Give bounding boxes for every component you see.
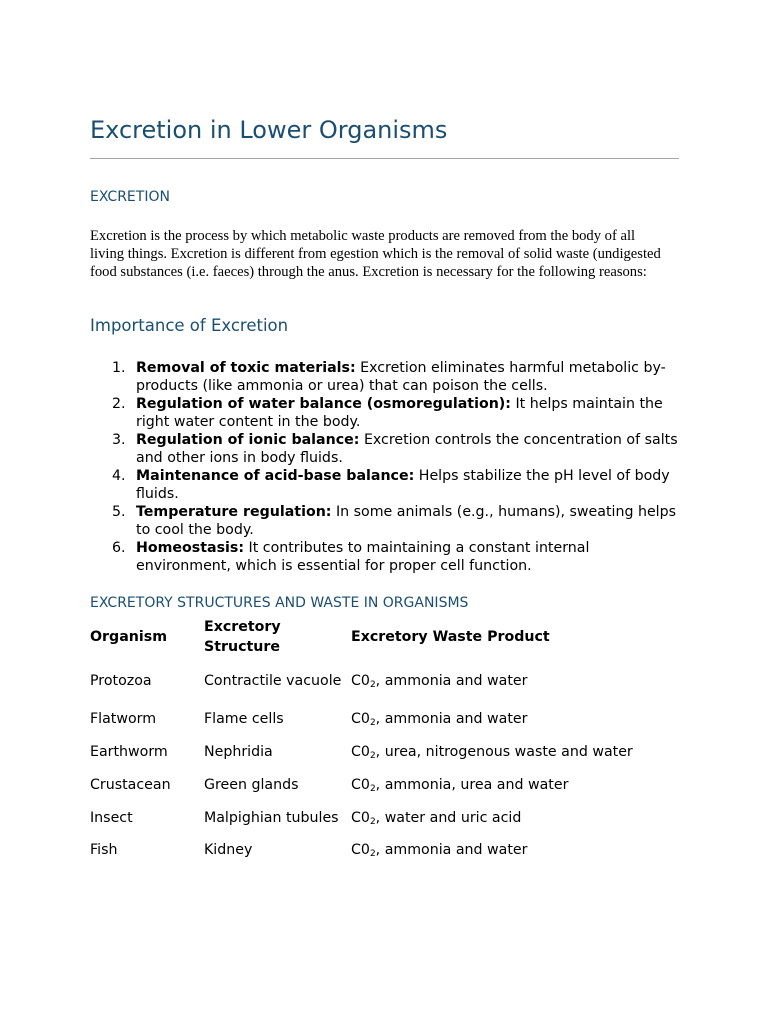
cell-waste xyxy=(351,834,679,865)
co2-label: C0 xyxy=(351,672,370,689)
list-item-term: Removal of toxic materials: xyxy=(136,360,356,376)
co2-subscript: 2 xyxy=(369,750,376,761)
header-structure: Excretory Structure xyxy=(204,619,281,655)
table-row xyxy=(90,834,679,865)
list-item xyxy=(90,467,679,503)
cell-organism: Crustacean xyxy=(90,776,171,793)
cell-organism: Flatworm xyxy=(90,710,157,727)
cell-structure: Malpighian tubules xyxy=(204,809,339,826)
waste-text: , water and uric acid xyxy=(375,809,522,826)
title-divider xyxy=(90,158,679,159)
co2-subscript: 2 xyxy=(369,717,376,728)
list-item-number: 6. xyxy=(112,540,126,556)
cell-structure: Nephridia xyxy=(204,743,273,760)
list-item-number: 1. xyxy=(112,360,126,376)
list-item-term: Maintenance of acid-base balance: xyxy=(136,468,415,484)
co2-label: C0 xyxy=(351,776,370,793)
importance-heading: Importance of Excretion xyxy=(90,316,289,335)
list-item-number: 3. xyxy=(112,432,126,448)
intro-paragraph: Excretion is the process by which metabolic waste products are removed from the body of all living things. Excretion is different from egestion which is the removal of solid waste (undigested food substances (i.e. faeces) through the anus. Excretion is necessary for the following reasons: xyxy=(90,228,661,280)
waste-text: , ammonia and water xyxy=(375,841,528,858)
co2-label: C0 xyxy=(351,841,370,858)
list-item-text: Excretion controls the concentration of salts and other ions in body fluids. xyxy=(136,432,678,466)
waste-text: , ammonia and water xyxy=(375,672,528,689)
table-row xyxy=(90,702,679,735)
cell-structure: Green glands xyxy=(204,776,299,793)
list-item-number: 5. xyxy=(112,504,126,520)
list-item-number: 2. xyxy=(112,396,126,412)
co2-subscript: 2 xyxy=(369,848,376,859)
list-item-term: Regulation of ionic balance: xyxy=(136,432,360,448)
excretion-heading: EXCRETION xyxy=(90,189,170,205)
cell-structure: Flame cells xyxy=(204,710,284,727)
cell-organism: Protozoa xyxy=(90,672,152,689)
list-item-term: Homeostasis: xyxy=(136,540,244,556)
cell-waste xyxy=(351,801,679,834)
co2-subscript: 2 xyxy=(369,679,376,690)
header-waste: Excretory Waste Product xyxy=(351,629,550,645)
list-item xyxy=(90,359,679,395)
list-item-text: It helps maintain the right water content in the body. xyxy=(136,396,663,430)
cell-organism: Insect xyxy=(90,809,133,826)
list-item-text: It contributes to maintaining a constant internal environment, which is essential for proper cell function. xyxy=(136,540,590,574)
header-organism: Organism xyxy=(90,629,167,645)
excretion-table xyxy=(90,615,679,865)
list-item-text: Excretion eliminates harmful metabolic by-products (like ammonia or urea) that can poison the cells. xyxy=(136,360,666,394)
cell-structure: Contractile vacuole xyxy=(204,672,342,689)
cell-structure: Kidney xyxy=(204,841,253,858)
table-row xyxy=(90,801,679,834)
cell-organism: Earthworm xyxy=(90,743,168,760)
cell-organism: Fish xyxy=(90,841,118,858)
importance-list xyxy=(90,359,679,575)
list-item-text: Helps stabilize the pH level of body fluids. xyxy=(136,468,670,502)
cell-waste xyxy=(351,702,679,735)
list-item xyxy=(90,395,679,431)
waste-text: , ammonia, urea and water xyxy=(375,776,569,793)
co2-label: C0 xyxy=(351,710,370,727)
table-header-row xyxy=(90,615,679,659)
waste-text: , urea, nitrogenous waste and water xyxy=(375,743,633,760)
co2-label: C0 xyxy=(351,809,370,826)
page-title: Excretion in Lower Organisms xyxy=(90,116,448,144)
list-item-number: 4. xyxy=(112,468,126,484)
co2-label: C0 xyxy=(351,743,370,760)
list-item-term: Temperature regulation: xyxy=(136,504,332,520)
co2-subscript: 2 xyxy=(369,783,376,794)
cell-waste xyxy=(351,768,679,801)
waste-text: , ammonia and water xyxy=(375,710,528,727)
list-item-text: In some animals (e.g., humans), sweating helps to cool the body. xyxy=(136,504,677,538)
list-item xyxy=(90,539,679,575)
structures-heading: EXCRETORY STRUCTURES AND WASTE IN ORGANISMS xyxy=(90,595,469,611)
table-row xyxy=(90,659,679,702)
list-item xyxy=(90,431,679,467)
list-item-term: Regulation of water balance (osmoregulation): xyxy=(136,396,511,412)
list-item xyxy=(90,503,679,539)
table-row xyxy=(90,735,679,768)
cell-waste xyxy=(351,659,679,702)
table-row xyxy=(90,768,679,801)
cell-waste xyxy=(351,735,679,768)
co2-subscript: 2 xyxy=(369,816,376,827)
